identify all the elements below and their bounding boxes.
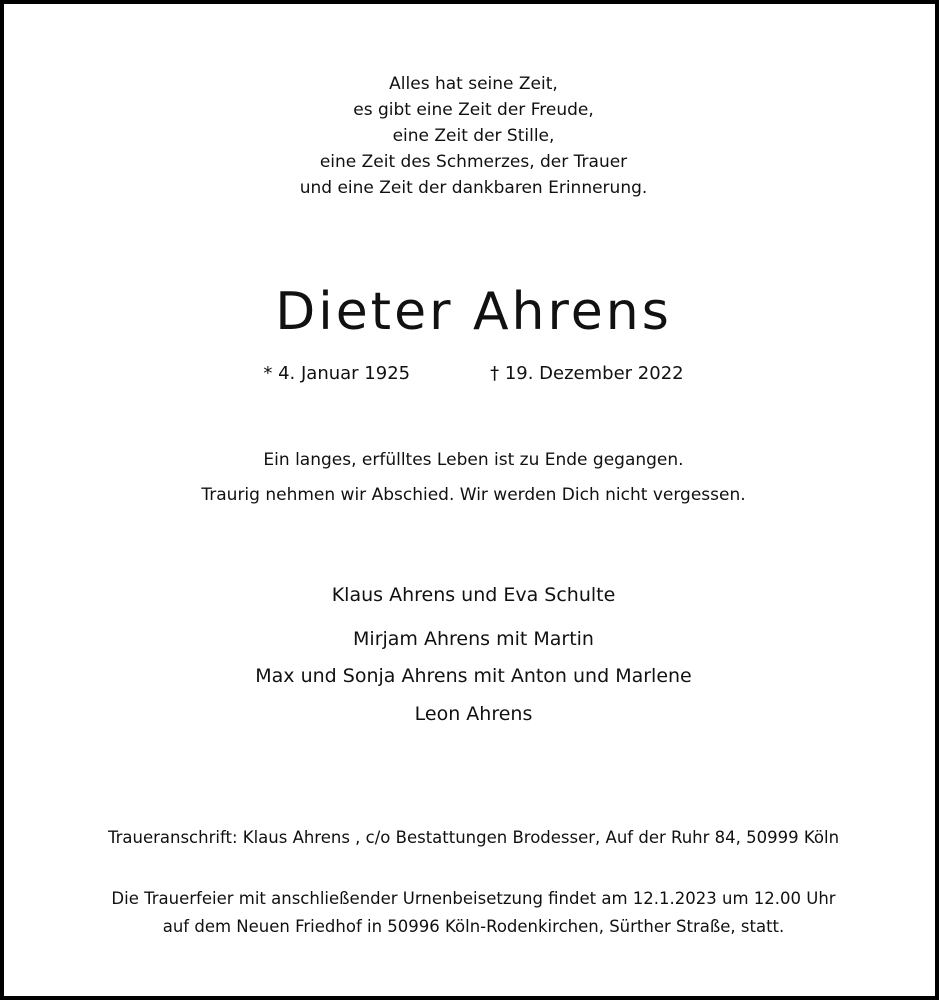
poem-line: es gibt eine Zeit der Freude,: [353, 100, 594, 120]
family-member: Max und Sonja Ahrens mit Anton und Marlene: [255, 665, 692, 687]
family-member: Klaus Ahrens und Eva Schulte: [331, 584, 616, 606]
family-member: Leon Ahrens: [414, 703, 533, 725]
deceased-name: Dieter Ahrens: [275, 282, 672, 342]
poem-line: und eine Zeit der dankbaren Erinnerung.: [299, 178, 648, 198]
message-line: Traurig nehmen wir Abschied. Wir werden Dich nicht vergessen.: [201, 485, 746, 505]
birth-date: * 4. Januar 1925: [263, 363, 411, 384]
family-member: Mirjam Ahrens mit Martin: [353, 628, 594, 650]
poem-line: eine Zeit des Schmerzes, der Trauer: [319, 152, 628, 172]
death-date: † 19. Dezember 2022: [490, 363, 684, 384]
mourning-address: Traueranschrift: Klaus Ahrens , c/o Bestattungen Brodesser, Auf der Ruhr 84, 50999 Köln: [107, 828, 840, 847]
message-line: Ein langes, erfülltes Leben ist zu Ende gegangen.: [263, 450, 684, 470]
ceremony-line: Die Trauerfeier mit anschließender Urnenbeisetzung findet am 12.1.2023 um 12.00 Uhr: [111, 889, 836, 908]
ceremony-line: auf dem Neuen Friedhof in 50996 Köln-Rodenkirchen, Sürther Straße, statt.: [162, 917, 785, 936]
life-dates: [8, 363, 939, 384]
poem: [8, 71, 939, 201]
poem-line: eine Zeit der Stille,: [392, 126, 555, 146]
poem-line: Alles hat seine Zeit,: [389, 74, 558, 94]
